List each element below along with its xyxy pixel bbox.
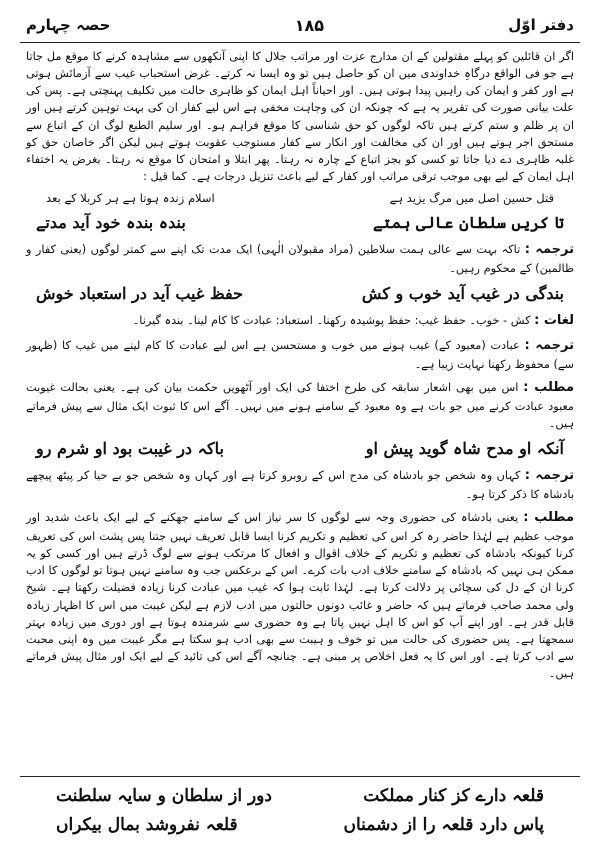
verse-3-second-hemistich: باکہ در غیبت بود او شرم رو [36, 438, 224, 458]
quoted-couplet-first-line: قتل حسین اصل میں مرگ یزید ہے [389, 191, 554, 206]
explanation-label: مطلب : [523, 379, 574, 395]
quoted-couplet-second-line: اسلام زندہ ہوتا ہے ہر کربلا کے بعد [46, 191, 215, 206]
closing-divider [20, 776, 580, 777]
verse-2-second-hemistich: حفظ غیب آید در استعباد خوش [36, 283, 243, 303]
translation-2 [26, 336, 574, 373]
explanation-2 [26, 508, 574, 682]
verse-3-first-hemistich: آنکہ او مدح شاہ گوید پیش او [365, 438, 564, 458]
verse-1-second-hemistich: بندہ بندہ خود آید مدتے [36, 212, 186, 232]
section-title: حصہ چہارم [26, 16, 111, 34]
translation-1 [26, 240, 574, 277]
explanation-text: یعنی بادشاہ کی حضوری وجہ سے لوگوں کا سر نیاز اس کے سامنے جھکنے کے لیے ایک باعث شدید اور موجب عظیم ہے لہٰذا حاضر رہ کر اس کی تعظیم و تکریم کرنا ایسا قابل تعریف نہیں جتنا پس پشت اس کی تعریف کرنا کیونکہ بادشاہ کی تعظیم و تکریم کے خلاف اقوال و افعال کا مرتکب ہونے سے لوگ ڈرتے ہیں اور کسی کو یہ ممکن ہی نہیں کہ بادشاہ کے سامنے خلاف ادب بات کرے۔ اس کے برعکس جب وہ سامنے نہیں ہوتا تو لوگوں کا ادب کرنا ان کے دل کی سچائی پر دلالت کرتا ہے۔ لہٰذا ثابت ہوا کہ غیب میں عبادت کرنا زیادہ فضیلت رکھتا ہے۔ شیخ ولی محمد صاحب فرماتے ہیں کہ حاضر و غائب دونوں حالتوں میں ادب لازم ہے لیکن غیبت میں اس کا اظہار زیادہ قابل قدر ہے۔ اور اپنے آپ کو اس کا اہل نہیں پاتا ہے وہ حضوری سے شرمندہ ہوتا ہے اور دوری میں زیادہ بہتر سمجھتا ہے۔ پس حضوری کی حالت میں تو خوف و ہیبت سے بھی ادب ہو سکتا ہے مگر غیبت میں وہ اپنی محبت سے ادب کرتا ہے۔ اور اس کا یہ فعل اخلاص پر مبنی ہے۔ چنانچہ آگے اس کی تائید کے لیے ایک اور مثال پیش فرماتے ہیں۔ [26, 511, 574, 681]
closing-verse-1-second: دور از سلطان و سایہ سلطنت [56, 786, 272, 806]
verse-1-first-hemistich: تا کریں سلطان عالی ہمتے [372, 212, 564, 232]
quoted-couplet [26, 190, 574, 207]
translation-label: ترجمہ : [524, 338, 574, 353]
translation-text: عبادت (معبود کے) غیب ہونے میں خوب و مستحسن ہے اس لیے عبادت کا کام لینے میں غیب کا (ظہور سے) محفوظ رکھنا نہایت زیبا ہے۔ [26, 339, 574, 371]
verse-2-first-hemistich: بندگی در غیب آید خوب و کش [361, 283, 564, 303]
explanation-1 [26, 378, 574, 432]
translation-label: ترجمہ : [524, 468, 574, 484]
closing-verse-2-first: پاس دارد قلعہ را از دشمناں [343, 814, 544, 835]
vocabulary [26, 311, 574, 331]
closing-verse-2-second: قلعہ نفروشد بمال بیکراں [56, 814, 238, 835]
page-header [26, 8, 574, 42]
explanation-label: مطلب : [523, 510, 574, 526]
persian-verse-2 [26, 282, 574, 306]
translation-text: کہاں وہ شخص جو بادشاہ کی مدح اس کے روبرو کرتا ہے اور کہاں وہ شخص جو بے حیا کر پیٹھ پیچھے بادشاہ کا ذکر کرتا ہو۔ [26, 469, 574, 502]
persian-verse-3 [26, 437, 574, 461]
translation-3 [26, 466, 574, 503]
vocabulary-text: کش - خوب۔ حفظ غیب: حفظ پوشیدہ رکھنا۔ استعباد: عبادت کا کام لینا۔ بندہ گیرنا۔ [132, 314, 531, 328]
persian-verse-1 [26, 211, 574, 235]
page-number: ۱۸۵ [294, 15, 325, 35]
closing-verse-2 [26, 811, 574, 840]
intro-paragraph: اگر ان قائلین کو پہلے مقتولین کے ان مدارج عزت اور مراتب جلال کا اپنی آنکھوں سے مشاہدہ کرنے کا موقع مل جاتا ہے جو فی الواقع درگاہِ خداوندی میں ان کو حاصل ہیں تو وہ ایسا نہ کرتے۔ غرض استحباب غیب سے آزمائش ہوتی ہے اور کفر و ایمان کی راہیں پیدا ہوتی ہیں۔ اور احیاناً اہل ایمان کو ظاہری حالت میں تکلیف پہنچتی ہے۔ پس کی علت بیانی صورت کی تقریر یہ ہے کہ چونکہ ان کی وجاہت مخفی ہے اس لیے کفار ان کی بہت توہین کرتے ہیں اور ان پر ظلم و ستم کرتے ہیں تاکہ لوگوں کو حق شناسی کا موقع فراہم ہو۔ اور سلیم الطبع لوگ ان کے اتباع سے مستحق اجر ہوتے ہیں اور ان کی مخالفت اور انکار سے کفار مستوجب عقوبت ہوتے ہیں لیکن اگر خاصان حق کو غلبہ ظاہری دے دیا جاتا تو کسی کو بجز اتباع کے چارہ نہ رہتا۔ پھر ابتلا و امتحان کا موقع نہ رہتا۔ بغرض یہ اختفاء اہل ایمان کے لیے بھی موجب ترقی مراتب اور کفار کے لیے باعث تنزیل درجات ہے۔ کما قیل : [26, 50, 574, 184]
vocabulary-label: لغات : [534, 313, 574, 329]
closing-verses [26, 782, 574, 837]
translation-label: ترجمہ : [524, 242, 575, 258]
closing-verse-1 [26, 782, 574, 811]
page-body [26, 48, 574, 771]
volume-title: دفتر اوّل [508, 16, 574, 34]
header-divider [20, 42, 580, 43]
translation-text: تاکہ بہت سے عالی ہمت سلاطین (مراد مقبولان الٰہی) ایک مدت تک اپنے سے کمتر لوگوں (یعنی کفار و ظالمین) کے محکوم رہیں۔ [26, 243, 574, 275]
explanation-text: اس میں بھی اشعار سابقہ کی طرح اختفا کی ایک اور آٹھویں حکمت بیان کی ہے۔ یعنی بحالت غیوبت معبود عبادت کرنے میں جو بات ہے وہ معبود کے سامنے ہونے میں نہیں۔ آگے اس کا ثبوت ایک مثال سے پیش فرماتے ہیں۔ [26, 380, 574, 430]
closing-verse-1-first: قلعہ دارے کز کنار مملکت [363, 786, 544, 806]
